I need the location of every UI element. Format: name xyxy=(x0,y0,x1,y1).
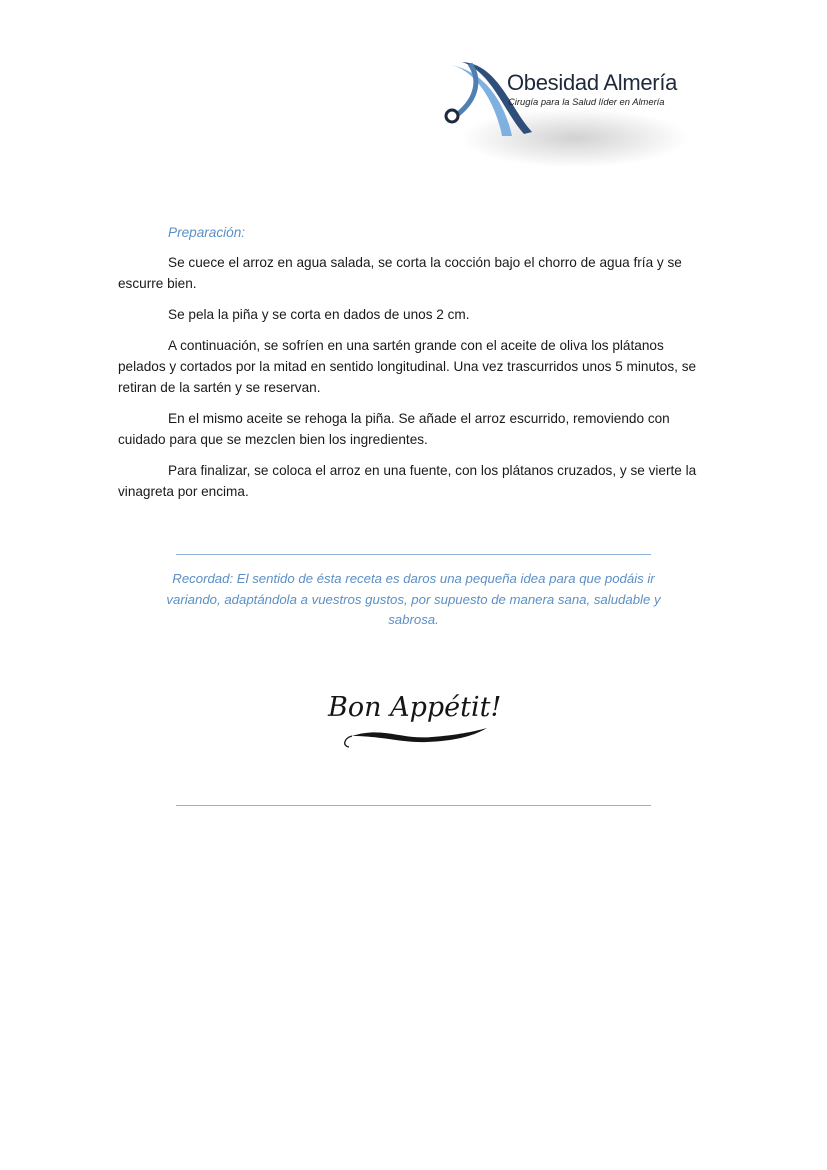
divider-top xyxy=(176,554,651,555)
logo xyxy=(440,58,710,168)
divider-bottom xyxy=(176,805,651,806)
paragraph: En el mismo aceite se rehoga la piña. Se añade el arroz escurrido, removiendo con cuidado para que se mezclen bien los ingredientes. xyxy=(118,411,670,447)
logo-title: Obesidad Almería xyxy=(507,70,678,95)
paragraph: Se cuece el arroz en agua salada, se corta la cocción bajo el chorro de agua fría y se escurre bien. xyxy=(118,255,682,291)
logo-subtitle: Cirugía para la Salud líder en Almería xyxy=(508,96,665,107)
swash-ornament-icon xyxy=(322,720,512,752)
section-heading: Preparación: xyxy=(168,225,246,240)
paragraph: A continuación, se sofríen en una sartén grande con el aceite de oliva los plátanos pelados y cortados por la mitad en sentido longitudinal. Una vez trascurridos unos 5 minutos, se retiran de la sartén y se reservan. xyxy=(118,338,697,395)
recipe-body xyxy=(118,222,708,512)
reminder-note: Recordad: El sentido de ésta receta es daros una pequeña idea para que podáis ir variando, adaptándola a vuestros gustos, por supuesto de manera sana, saludable y sabrosa. xyxy=(166,571,661,627)
closing-text: Bon Appétit! xyxy=(328,692,502,723)
bon-appetit xyxy=(322,692,512,752)
paragraph: Se pela la piña y se corta en dados de unos 2 cm. xyxy=(168,307,470,322)
paragraph: Para finalizar, se coloca el arroz en una fuente, con los plátanos cruzados, y se vierte la vinagreta por encima. xyxy=(118,463,697,499)
